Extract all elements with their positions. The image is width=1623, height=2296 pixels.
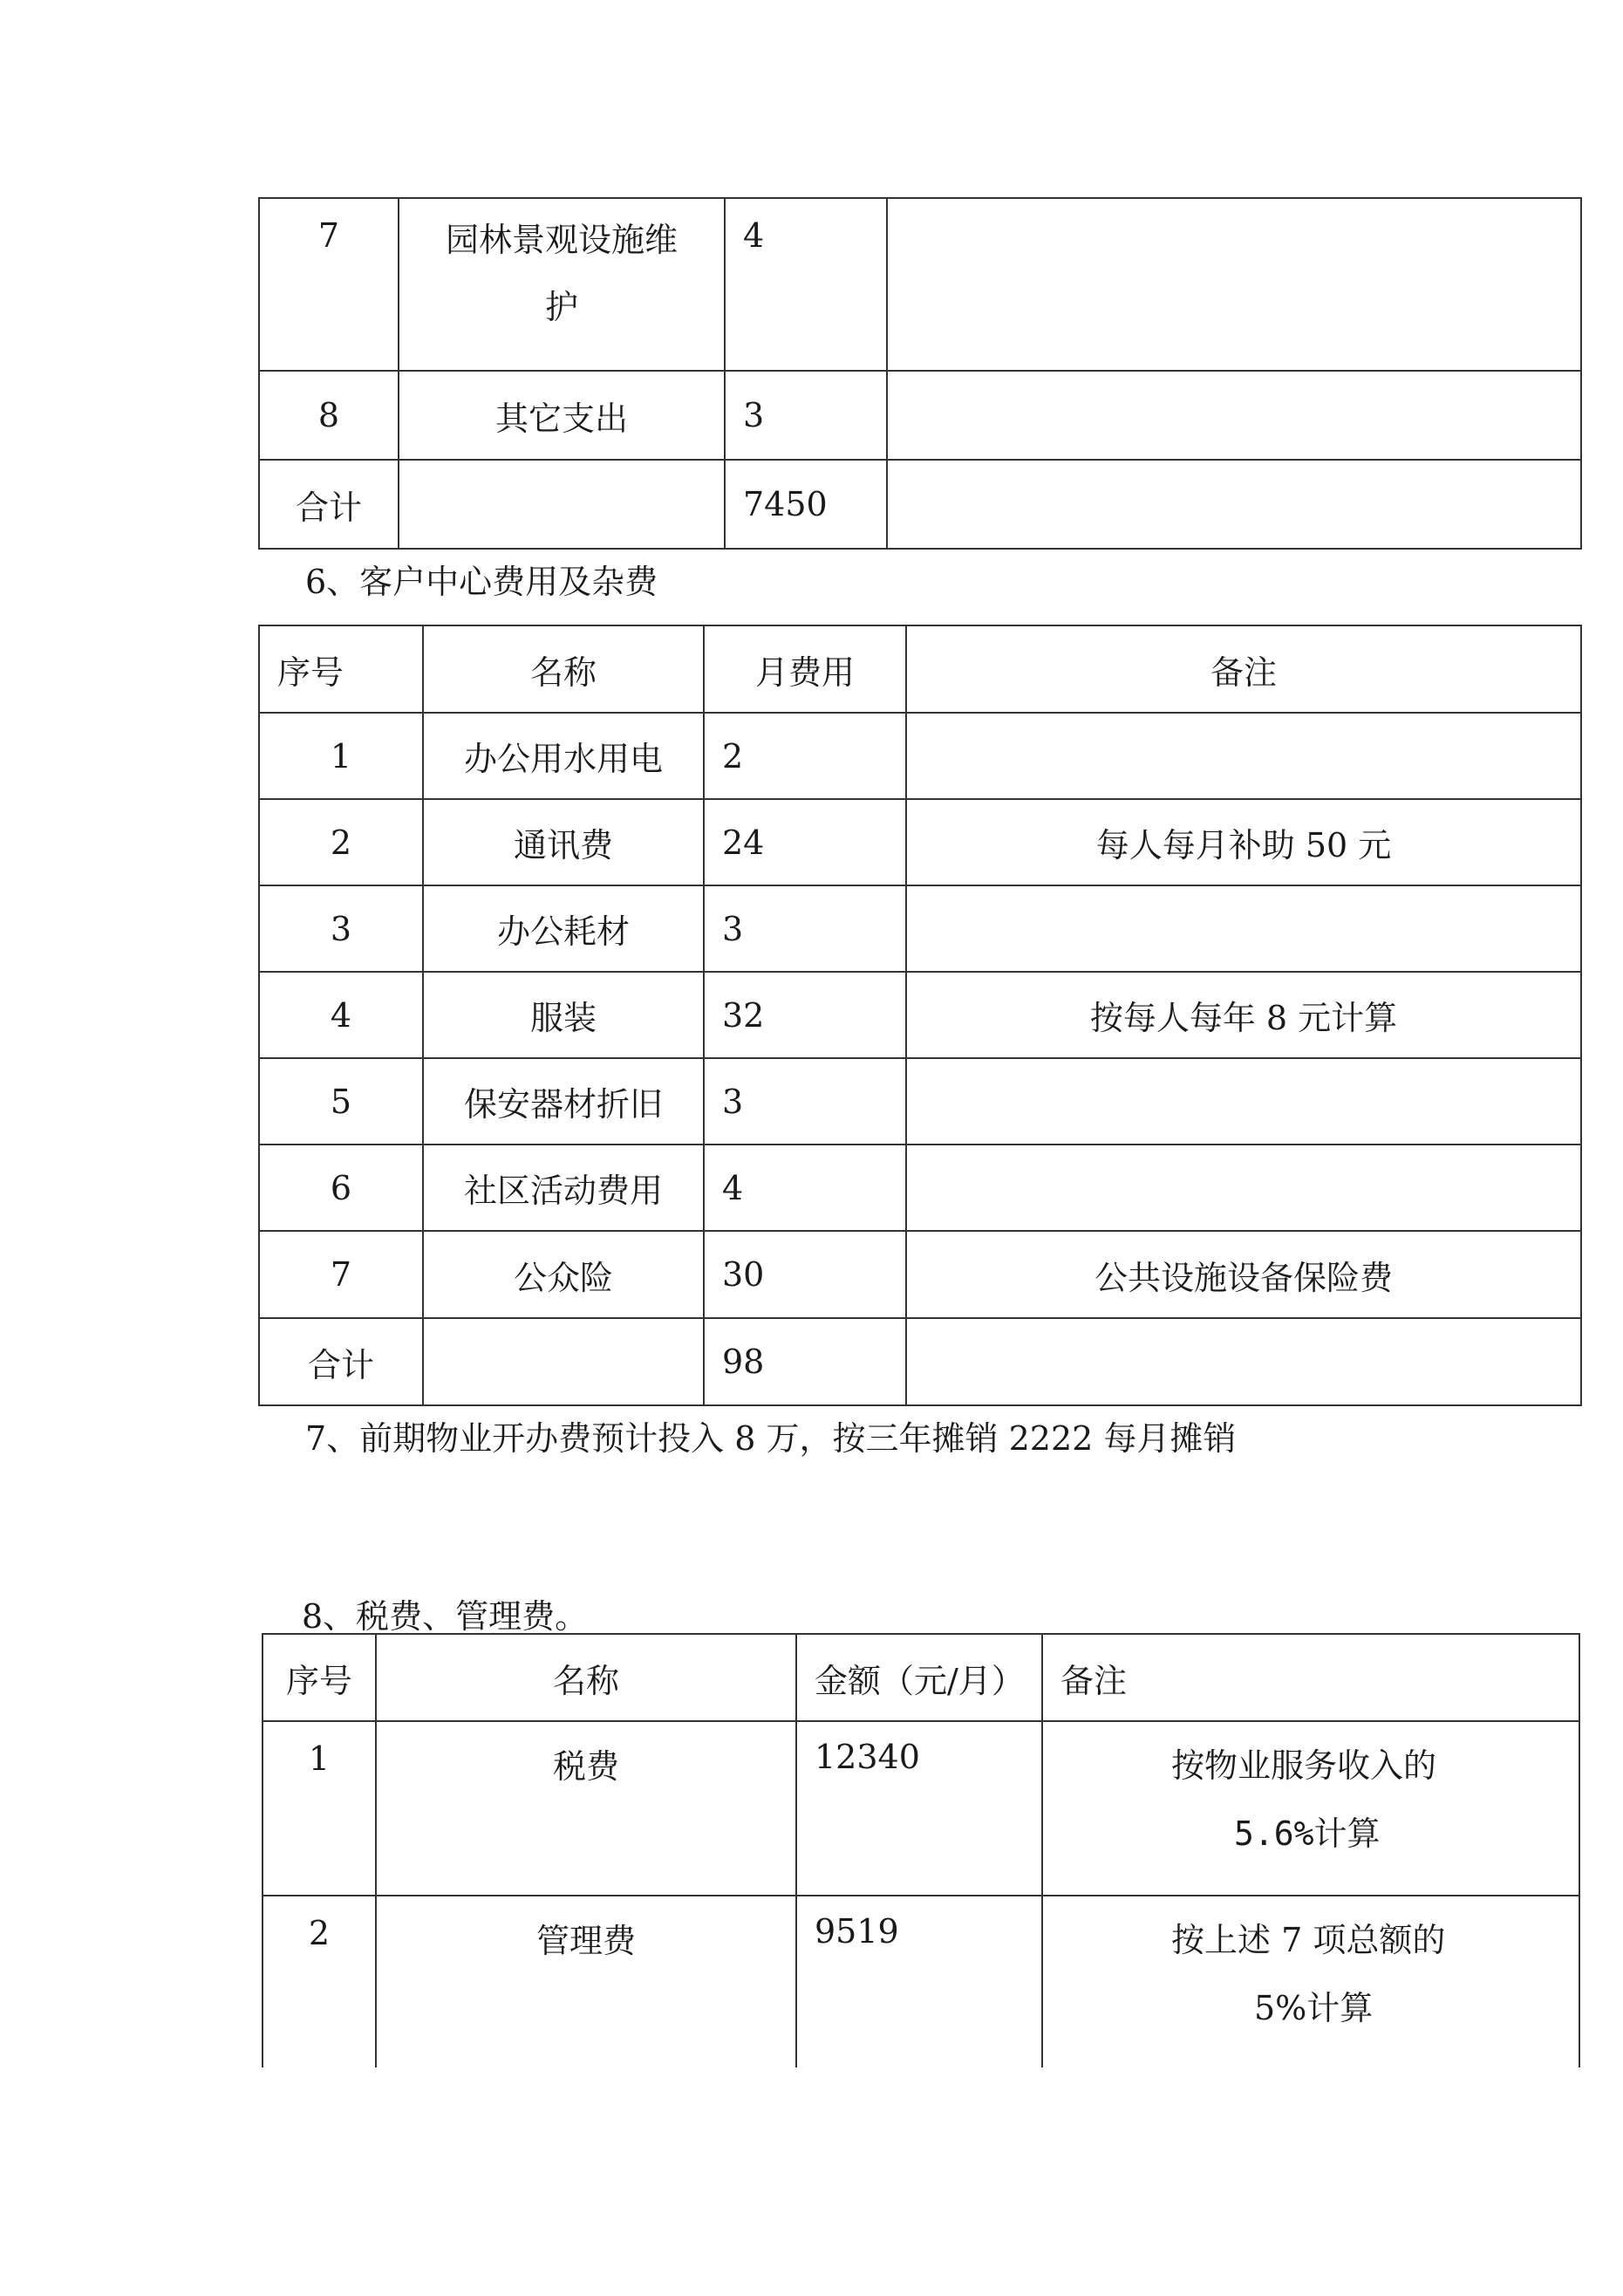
cell-note-line2: 5%计算 (1254, 1989, 1374, 2027)
table-section-8 (262, 1633, 1580, 2067)
cell-amount: 98 (704, 1318, 906, 1405)
cell-no: 合计 (259, 1318, 423, 1405)
cell-name: 通讯费 (423, 799, 704, 885)
cell-no: 2 (259, 799, 423, 885)
cell-no: 1 (263, 1721, 376, 1896)
cell-no: 5 (259, 1058, 423, 1145)
cell-amount: 2 (704, 713, 906, 799)
cell-name-line1: 园林景观设施维 (445, 221, 678, 259)
cell-name: 公众险 (423, 1231, 704, 1318)
header-amount: 月费用 (704, 625, 906, 713)
cell-amount: 24 (704, 799, 906, 885)
section-7-paragraph: 7、前期物业开办费预计投入 8 万，按三年摊销 2222 每月摊销 (305, 1419, 1237, 1458)
cell-no: 6 (259, 1145, 423, 1231)
cell-name: 办公用水用电 (423, 713, 704, 799)
cell-note-line1: 按物业服务收入的 (1171, 1746, 1437, 1785)
cell-amount: 7450 (725, 460, 887, 549)
cell-name: 服装 (423, 972, 704, 1058)
header-amount: 金额（元/月） (796, 1634, 1042, 1721)
header-note: 备注 (906, 625, 1581, 713)
cell-amount: 3 (725, 371, 887, 460)
cell-no: 7 (259, 1231, 423, 1318)
cell-amount: 4 (704, 1145, 906, 1231)
cell-amount: 3 (704, 885, 906, 972)
table-row (263, 1896, 1579, 2067)
cell-name: 保安器材折旧 (423, 1058, 704, 1145)
header-name: 名称 (423, 625, 704, 713)
cell-name: 社区活动费用 (423, 1145, 704, 1231)
cell-note (1042, 1896, 1579, 2067)
cell-note-line2: 5.6%计算 (1234, 1814, 1381, 1853)
cell-name: 管理费 (376, 1896, 796, 2067)
cell-note-line1: 按上述 7 项总额的 (1171, 1921, 1446, 1959)
cell-note: 每人每月补助 50 元 (906, 799, 1581, 885)
cell-no: 合计 (259, 460, 399, 549)
cell-amount: 4 (725, 198, 887, 371)
header-note: 备注 (1042, 1634, 1579, 1721)
section-6-heading: 6、客户中心费用及杂费 (305, 563, 658, 601)
section-8-heading: 8、税费、管理费。 (302, 1597, 589, 1636)
cell-amount: 3 (704, 1058, 906, 1145)
cell-note: 公共设施设备保险费 (906, 1231, 1581, 1318)
header-no: 序号 (259, 625, 423, 713)
table-row (263, 1721, 1579, 1896)
cell-amount: 32 (704, 972, 906, 1058)
cell-no: 7 (259, 198, 399, 371)
cell-amount: 30 (704, 1231, 906, 1318)
cell-name: 办公耗材 (423, 885, 704, 972)
cell-name: 税费 (376, 1721, 796, 1896)
cell-no: 1 (259, 713, 423, 799)
cell-amount: 12340 (796, 1721, 1042, 1896)
cell-name: 其它支出 (399, 371, 725, 460)
cell-note: 按每人每年 8 元计算 (906, 972, 1581, 1058)
header-name: 名称 (376, 1634, 796, 1721)
cell-amount: 9519 (796, 1896, 1042, 2067)
cell-note (1042, 1721, 1579, 1896)
cell-no: 3 (259, 885, 423, 972)
header-no: 序号 (263, 1634, 376, 1721)
cell-no: 4 (259, 972, 423, 1058)
cell-no: 2 (263, 1896, 376, 2067)
cell-no: 8 (259, 371, 399, 460)
table-header-row (263, 1634, 1579, 1721)
cell-name-line2: 护 (544, 288, 578, 326)
